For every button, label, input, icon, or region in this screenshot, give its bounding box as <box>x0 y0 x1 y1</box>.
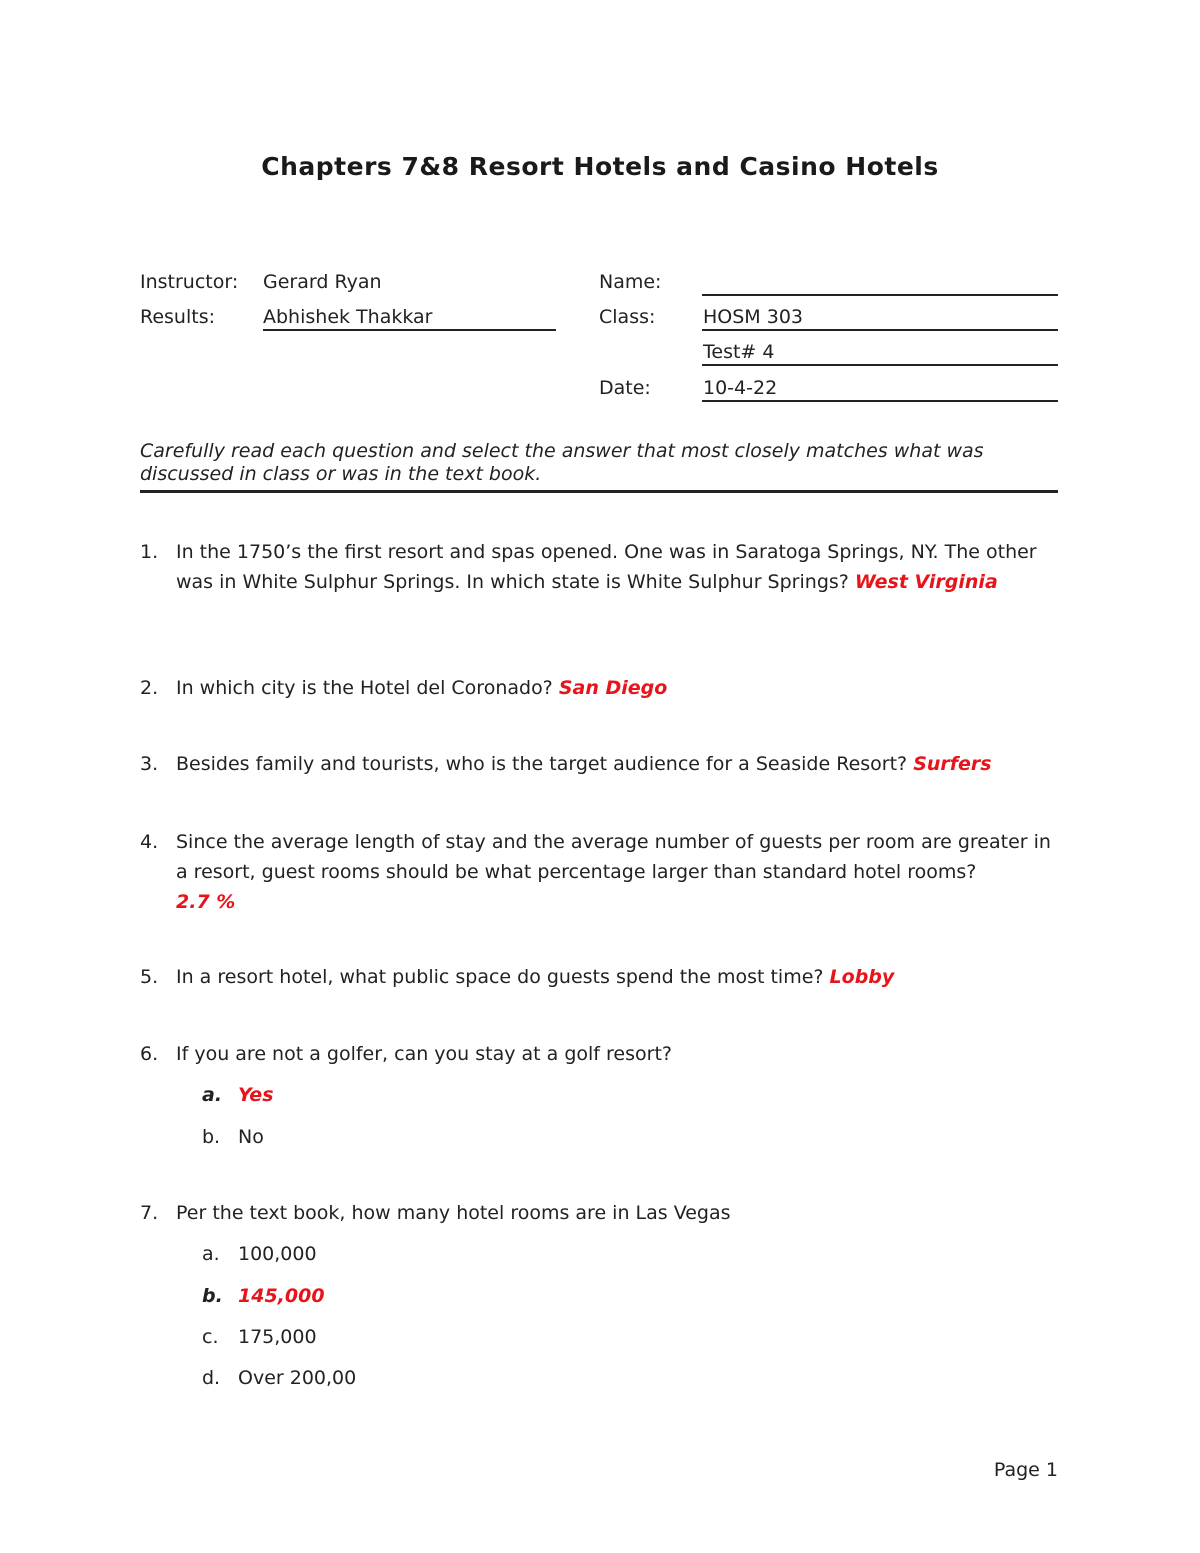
instructions-divider <box>140 490 1058 493</box>
option-letter: b. <box>202 1285 223 1307</box>
answer-text: San Diego <box>558 677 668 699</box>
answer-text: Lobby <box>829 966 895 988</box>
name-underline <box>702 294 1058 296</box>
date-label: Date: <box>599 377 651 399</box>
option-letter: c. <box>202 1326 219 1348</box>
test-underline <box>702 364 1058 366</box>
results-underline <box>263 329 556 331</box>
question-5 <box>140 962 1060 992</box>
instructions-text: Carefully read each question and select the answer that most closely matches what was discussed in class or was in the text book. <box>140 440 984 485</box>
answer-text: Surfers <box>913 753 992 775</box>
class-underline <box>702 329 1058 331</box>
page-title: Chapters 7&8 Resort Hotels and Casino Hotels <box>261 152 939 181</box>
question-prompt: Besides family and tourists, who is the target audience for a Seaside Resort? <box>176 753 908 775</box>
question-1 <box>140 537 1060 597</box>
question-text <box>176 749 1060 779</box>
option-letter: b. <box>202 1126 221 1148</box>
question-text <box>176 827 1060 917</box>
question-prompt: In the 1750’s the first resort and spas opened. One was in Saratoga Springs, NY. The other was in White Sulphur Springs. In which state is White Sulphur Springs? <box>176 541 1037 593</box>
answer-text: 2.7 % <box>176 891 236 913</box>
question-number: 4. <box>140 831 159 853</box>
option-7b[interactable] <box>202 1283 325 1309</box>
question-number: 5. <box>140 966 159 988</box>
question-prompt: If you are not a golfer, can you stay at a golf resort? <box>176 1043 672 1065</box>
question-number: 6. <box>140 1043 159 1065</box>
option-letter: a. <box>202 1243 220 1265</box>
page-number: Page 1 <box>993 1459 1058 1481</box>
test-value: Test# 4 <box>703 341 775 363</box>
question-prompt: Since the average length of stay and the average number of guests per room are greater in a resort, guest rooms should be what percentage larger than standard hotel rooms? <box>176 831 1051 883</box>
class-value: HOSM 303 <box>703 306 804 328</box>
option-text: Over 200,00 <box>238 1367 357 1389</box>
question-number: 1. <box>140 541 159 563</box>
question-prompt: In a resort hotel, what public space do guests spend the most time? <box>176 966 824 988</box>
instructor-label: Instructor: <box>140 271 239 293</box>
question-text <box>176 1039 1060 1069</box>
results-label: Results: <box>140 306 216 328</box>
option-text: 100,000 <box>238 1243 317 1265</box>
question-text <box>176 537 1060 597</box>
answer-text: West Virginia <box>854 571 998 593</box>
question-number: 7. <box>140 1202 159 1224</box>
question-text <box>176 962 1060 992</box>
question-prompt: Per the text book, how many hotel rooms are in Las Vegas <box>176 1202 731 1224</box>
option-7d[interactable] <box>202 1365 356 1391</box>
question-4 <box>140 827 1060 917</box>
question-number: 2. <box>140 677 159 699</box>
option-7c[interactable] <box>202 1324 317 1350</box>
question-2 <box>140 673 1060 703</box>
question-6 <box>140 1039 1060 1069</box>
date-underline <box>702 400 1058 402</box>
option-letter: d. <box>202 1367 221 1389</box>
date-value: 10-4-22 <box>703 377 778 399</box>
option-6a[interactable] <box>202 1082 274 1108</box>
question-text <box>176 673 1060 703</box>
class-label: Class: <box>599 306 656 328</box>
question-3 <box>140 749 1060 779</box>
option-6b[interactable] <box>202 1124 264 1150</box>
instructor-value: Gerard Ryan <box>263 271 382 293</box>
option-letter: a. <box>202 1084 223 1106</box>
question-prompt: In which city is the Hotel del Coronado? <box>176 677 553 699</box>
option-text: 175,000 <box>238 1326 317 1348</box>
question-7 <box>140 1198 1060 1228</box>
question-number: 3. <box>140 753 159 775</box>
option-7a[interactable] <box>202 1241 317 1267</box>
name-label: Name: <box>599 271 662 293</box>
results-value: Abhishek Thakkar <box>263 306 433 328</box>
question-text <box>176 1198 1060 1228</box>
option-text: 145,000 <box>238 1285 325 1307</box>
option-text: No <box>238 1126 264 1148</box>
option-text: Yes <box>238 1084 274 1106</box>
